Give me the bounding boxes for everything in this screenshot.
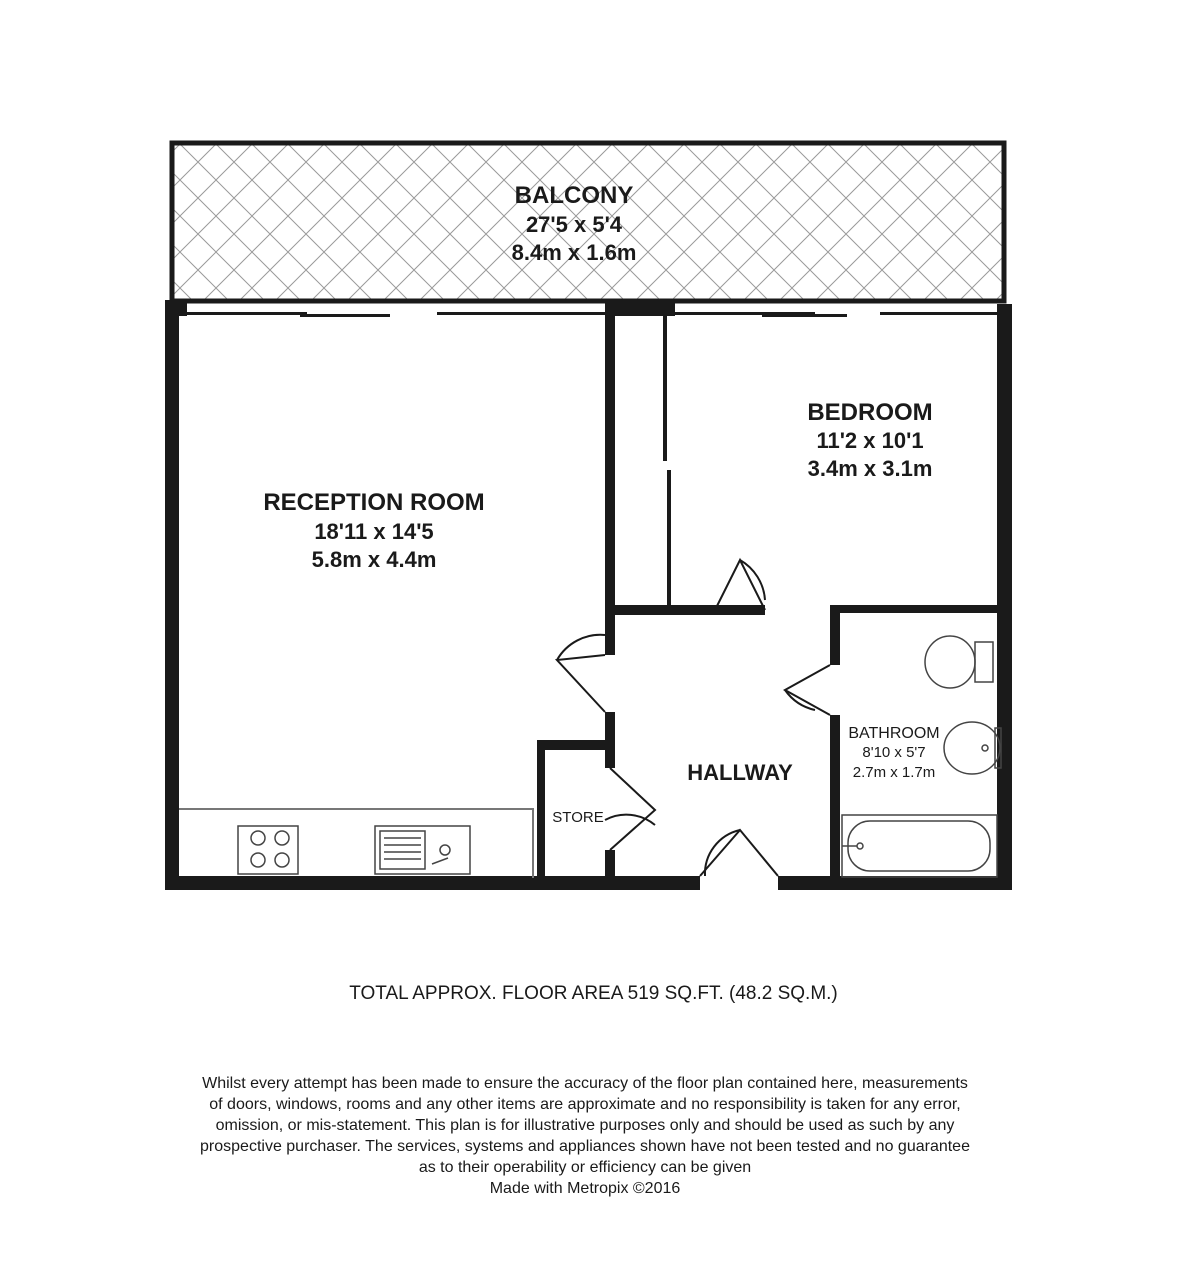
balcony-dim-imperial: 27'5 x 5'4: [525, 212, 623, 237]
bedroom-dim-imperial: 11'2 x 10'1: [816, 428, 924, 453]
disclaimer-line: of doors, windows, rooms and any other items are approximate and no responsibility is taken for any error,: [209, 1096, 961, 1113]
disclaimer: [120, 1073, 1050, 1199]
total-floor-area: TOTAL APPROX. FLOOR AREA 519 SQ.FT. (48.2 SQ.M.): [349, 983, 838, 1004]
bathroom-dim-imperial: 8'10 x 5'7: [862, 744, 926, 761]
exterior-walls: [165, 300, 1012, 890]
store-name: STORE: [552, 809, 604, 826]
disclaimer-line: omission, or mis-statement. This plan is for illustrative purposes only and should be used as such by any: [215, 1117, 955, 1134]
bedroom-name: BEDROOM: [807, 399, 933, 426]
reception-dim-metric: 5.8m x 4.4m: [311, 547, 437, 572]
disclaimer-line: as to their operability or efficiency can be given: [418, 1159, 752, 1176]
disclaimer-line: Whilst every attempt has been made to ensure the accuracy of the floor plan contained here, measurements: [202, 1075, 968, 1092]
sink-icon: [375, 826, 470, 874]
bath-icon: [842, 815, 997, 877]
toilet-icon: [925, 636, 993, 688]
disclaimer-line: prospective purchaser. The services, systems and appliances shown have not been tested and no guarantee: [200, 1138, 970, 1155]
reception-dim-imperial: 18'11 x 14'5: [314, 519, 434, 544]
balcony-name: BALCONY: [514, 182, 634, 209]
basin-icon: [944, 722, 1001, 774]
hob-icon: [238, 826, 298, 874]
balcony-dim-metric: 8.4m x 1.6m: [511, 240, 637, 265]
interior-walls: [179, 300, 1005, 880]
hallway-name: HALLWAY: [687, 760, 793, 785]
reception-name: RECEPTION ROOM: [263, 489, 485, 516]
bedroom-dim-metric: 3.4m x 3.1m: [807, 456, 933, 481]
credit: Made with Metropix ©2016: [489, 1180, 681, 1197]
bathroom-name: BATHROOM: [848, 725, 940, 742]
bathroom-dim-metric: 2.7m x 1.7m: [852, 764, 936, 781]
